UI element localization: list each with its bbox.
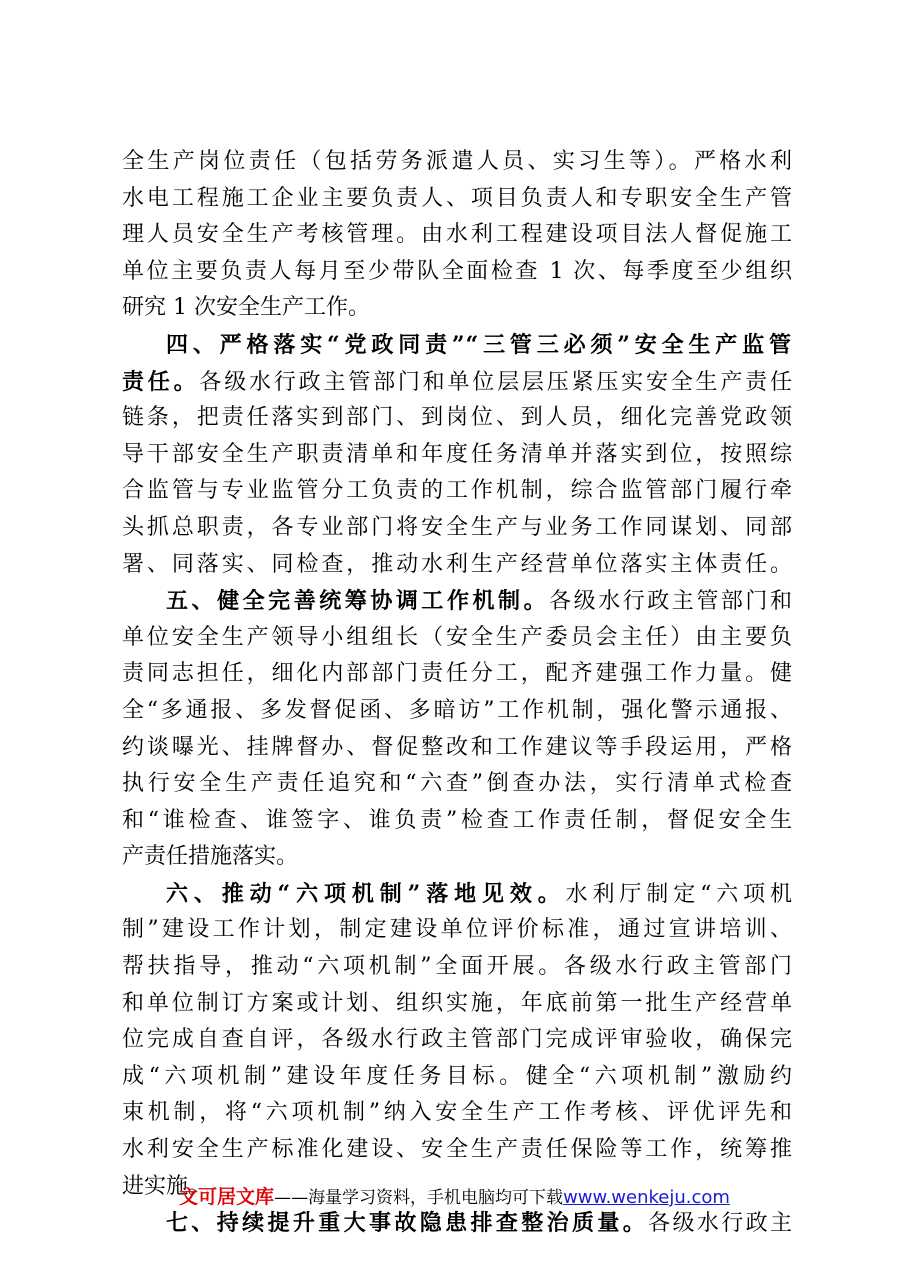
paragraph-line [122,1022,792,1059]
paragraph-line [122,1205,792,1242]
body-text: 单位安全生产领导小组组长（安全生产委员会主任）由主要负 [122,624,792,650]
body-text: 链条，把责任落实到部门、到岗位、到人员，细化完善党政领 [122,405,792,431]
section-heading: 六、推动“六项机制”落地见效。 [166,880,566,907]
body-text: 理人员安全生产考核管理。由水利工程建设项目法人督促施工 [122,222,792,248]
body-text: 导干部安全生产职责清单和年度任务清单并落实到位，按照综 [122,441,792,467]
paragraph-line [122,547,792,584]
body-text: 帮扶指导，推动“六项机制”全面开展。各级水行政主管部门 [122,954,792,980]
paragraph-line [122,620,792,657]
paragraph-line [122,217,792,254]
paragraph-line [122,327,792,364]
body-text: 和“谁检查、谁签字、谁负责”检查工作责任制，督促安全生 [122,807,792,833]
paragraph-line [122,876,792,913]
paragraph-line [122,510,792,547]
body-text: 制”建设工作计划，制定建设单位评价标准，通过宣讲培训、 [122,917,792,943]
paragraph-line [122,912,792,949]
footer-banner [0,1182,909,1209]
body-text: 各级水行政主 [648,1211,792,1237]
footer-brand: 文可居文库 [179,1186,275,1208]
footer-url-link[interactable]: www.wenkeju.com [563,1187,730,1208]
paragraph-line [122,473,792,510]
paragraph-line [122,364,792,401]
paragraph-line [122,400,792,437]
body-text: 位完成自查自评，各级水行政主管部门完成评审验收，确保完 [122,1027,792,1053]
paragraph-line [122,290,792,327]
body-text: 水利安全生产标准化建设、安全生产责任保险等工作，统筹推 [122,1137,792,1163]
paragraph-line [122,839,792,876]
body-text: 署、同落实、同检查，推动水利生产经营单位落实主体责任。 [122,551,792,577]
body-text: 头抓总职责，各专业部门将安全生产与业务工作同谋划、同部 [122,514,792,540]
body-text: 各级水行政主管部门和单位层层压紧压实安全生产责任 [199,369,792,395]
paragraph-line [122,986,792,1023]
section-heading: 责任。 [122,368,200,395]
body-text: 束机制，将“六项机制”纳入安全生产工作考核、评优评先和 [122,1100,792,1126]
body-text: 各级水行政主管部门和 [549,589,792,615]
body-text: 成“六项机制”建设年度任务目标。健全“六项机制”激励约 [122,1063,792,1089]
footer-slogan: ——海量学习资料，手机电脑均可下载 [274,1188,564,1208]
body-text: 约谈曝光、挂牌督办、督促整改和工作建议等手段运用，严格 [122,734,792,760]
paragraph-line [122,656,792,693]
paragraph-line [122,144,792,181]
body-text: 产责任措施落实。 [122,844,299,870]
paragraph-line [122,254,792,291]
paragraph-line [122,583,792,620]
paragraph-line [122,1095,792,1132]
document-body [122,144,792,1242]
body-text: 合监管与专业监管分工负责的工作机制，综合监管部门履行牵 [122,478,792,504]
section-heading: 七、持续提升重大事故隐患排查整治质量。 [166,1210,649,1237]
paragraph-line [122,1132,792,1169]
paragraph-line [122,181,792,218]
paragraph-line [122,803,792,840]
paragraph-line [122,693,792,730]
section-heading: 五、健全完善统筹协调工作机制。 [166,588,550,615]
paragraph-line [122,730,792,767]
body-text: 水利厅制定“六项机 [565,881,792,907]
body-text: 进实施。 [122,1173,211,1199]
paragraph-line [122,949,792,986]
body-text: 水电工程施工企业主要负责人、项目负责人和专职安全生产管 [122,185,792,211]
body-text: 全“多通报、多发督促函、多暗访”工作机制，强化警示通报、 [122,697,792,723]
body-text: 全生产岗位责任（包括劳务派遣人员、实习生等）。严格水利 [122,149,792,174]
paragraph-line [122,766,792,803]
body-text: 单位主要负责人每月至少带队全面检查 1 次、每季度至少组织 [122,258,792,284]
body-text: 研究 1 次安全生产工作。 [122,295,370,321]
body-text: 责同志担任，细化内部部门责任分工，配齐建强工作力量。健 [122,661,792,687]
body-text: 和单位制订方案或计划、组织实施，年底前第一批生产经营单 [122,990,792,1016]
section-heading: 四、严格落实“党政同责”“三管三必须”安全生产监管 [166,331,792,358]
paragraph-line [122,1059,792,1096]
paragraph-line [122,437,792,474]
body-text: 执行安全生产责任追究和“六查”倒查办法，实行清单式检查 [122,771,792,797]
